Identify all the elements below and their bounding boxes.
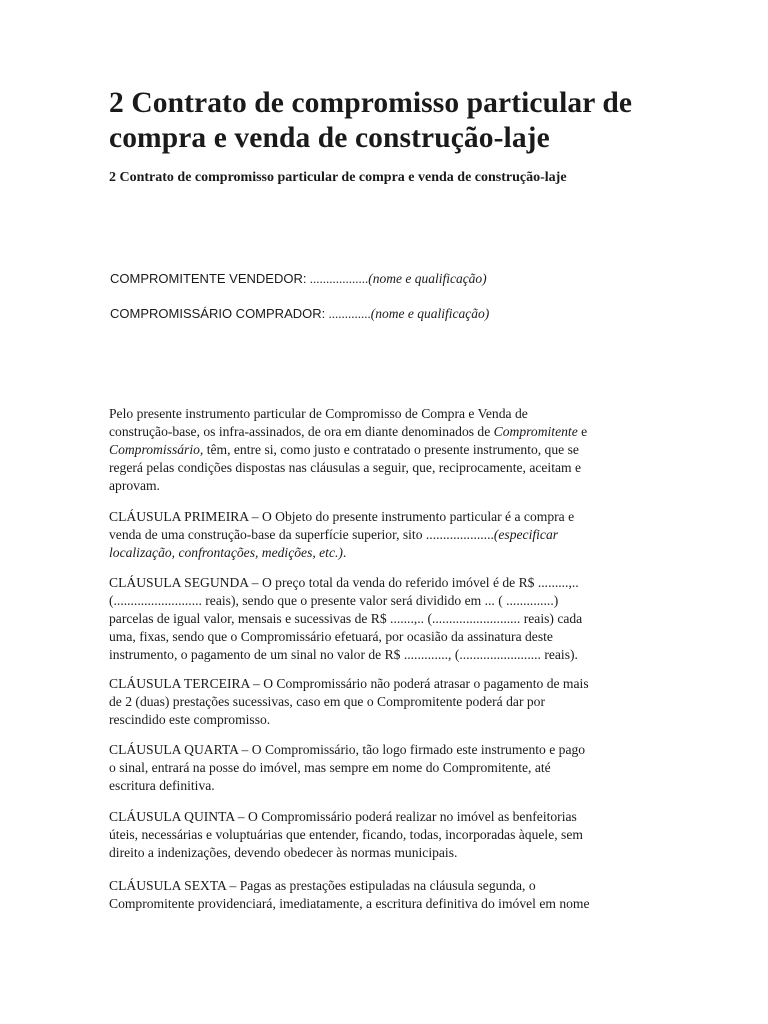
clausula-text: venda de uma construção-base da superfície superior, sito .................... bbox=[109, 527, 494, 542]
clausula-primeira bbox=[109, 508, 661, 562]
clausula-line: parcelas de igual valor, mensais e sucessivas de R$ .......,.. (.......................... reais) cada bbox=[109, 611, 583, 626]
clausula-terceira bbox=[109, 675, 661, 729]
intro-text: e bbox=[577, 424, 588, 439]
clausula-line: CLÁUSULA SEGUNDA – O preço total da venda do referido imóvel é de R$ .........,.. bbox=[109, 575, 579, 590]
document-title bbox=[109, 86, 729, 156]
clausula-sexta bbox=[109, 877, 661, 913]
clausula-line: CLÁUSULA TERCEIRA – O Compromissário não poderá atrasar o pagamento de mais bbox=[109, 676, 589, 691]
clausula-segunda bbox=[109, 574, 661, 664]
clausula-line: (.......................... reais), sendo que o presente valor será dividido em ... ( ..............) bbox=[109, 593, 559, 608]
intro-compromitente: Compromitente bbox=[493, 424, 578, 439]
intro-line: aprovam. bbox=[109, 478, 160, 493]
intro-paragraph bbox=[109, 405, 661, 495]
clausula-line: CLÁUSULA QUINTA – O Compromissário poderá realizar no imóvel as benfeitorias bbox=[109, 809, 577, 824]
document-subtitle: 2 Contrato de compromisso particular de compra e venda de construção-laje bbox=[109, 170, 567, 185]
vendedor-label: COMPROMITENTE VENDEDOR: bbox=[110, 271, 307, 286]
clausula-line: Compromitente providenciará, imediatamente, a escritura definitiva do imóvel em nome bbox=[109, 896, 590, 911]
intro-text: têm, entre si, como justo e contratado o presente instrumento, que se bbox=[203, 442, 579, 457]
clausula-line: uma, fixas, sendo que o Compromissário efetuará, por ocasião da assinatura deste bbox=[109, 629, 553, 644]
comprador-dots: ............. bbox=[325, 306, 371, 321]
clausula-line: rescindido este compromisso. bbox=[109, 712, 271, 727]
clausula-line: CLÁUSULA PRIMEIRA – O Objeto do presente instrumento particular é a compra e bbox=[109, 509, 575, 524]
clausula-line: de 2 (duas) prestações sucessivas, caso em que o Compromitente poderá dar por bbox=[109, 694, 545, 709]
intro-line bbox=[109, 441, 661, 459]
intro-line bbox=[109, 423, 661, 441]
clausula-italic: (especificar bbox=[493, 527, 559, 542]
clausula-line: escritura definitiva. bbox=[109, 778, 215, 793]
title-line-2: compra e venda de construção-laje bbox=[109, 122, 550, 154]
clausula-text: . bbox=[342, 545, 347, 560]
vendedor-dots: .................. bbox=[306, 271, 369, 286]
comprador-note: (nome e qualificação) bbox=[370, 306, 490, 321]
title-line-1: 2 Contrato de compromisso particular de bbox=[109, 87, 633, 119]
clausula-line: instrumento, o pagamento de um sinal no valor de R$ ............., (........................ reais). bbox=[109, 647, 578, 662]
clausula-line bbox=[109, 526, 661, 544]
comprador-line bbox=[110, 305, 489, 322]
clausula-line: direito a indenizações, devendo obedecer às normas municipais. bbox=[109, 845, 458, 860]
intro-compromissario: Compromissário, bbox=[109, 442, 204, 457]
clausula-line: o sinal, entrará na posse do imóvel, mas sempre em nome do Compromitente, até bbox=[109, 760, 551, 775]
clausula-line: CLÁUSULA SEXTA – Pagas as prestações estipuladas na cláusula segunda, o bbox=[109, 878, 536, 893]
clausula-quarta bbox=[109, 741, 661, 795]
vendedor-line bbox=[110, 270, 487, 287]
intro-text: construção-base, os infra-assinados, de ora em diante denominados de bbox=[109, 424, 494, 439]
clausula-quinta bbox=[109, 808, 661, 862]
intro-line: regerá pelas condições dispostas nas cláusulas a seguir, que, reciprocamente, aceitam e bbox=[109, 460, 582, 475]
vendedor-note: (nome e qualificação) bbox=[368, 271, 487, 286]
comprador-label: COMPROMISSÁRIO COMPRADOR: bbox=[110, 306, 326, 321]
clausula-line: CLÁUSULA QUARTA – O Compromissário, tão logo firmado este instrumento e pago bbox=[109, 742, 586, 757]
clausula-line: úteis, necessárias e voluptuárias que entender, ficando, todas, incorporadas àquele, sem bbox=[109, 827, 583, 842]
clausula-italic: localização, confrontações, medições, etc.) bbox=[109, 545, 343, 560]
intro-line: Pelo presente instrumento particular de Compromisso de Compra e Venda de bbox=[109, 406, 528, 421]
clausula-line bbox=[109, 544, 661, 562]
